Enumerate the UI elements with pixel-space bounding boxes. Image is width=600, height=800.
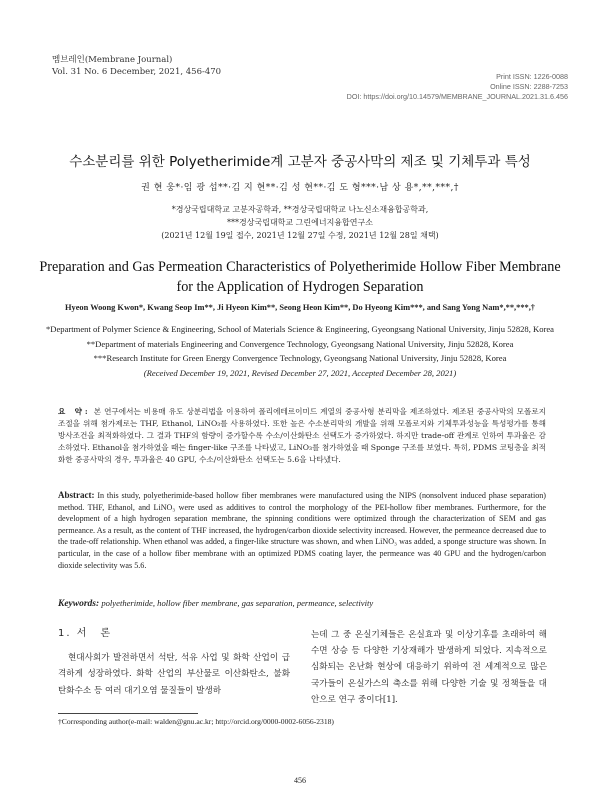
print-issn: Print ISSN: 1226-0088	[496, 72, 568, 81]
english-abstract-label: Abstract:	[58, 490, 95, 500]
english-affil-3: ***Research Institute for Green Energy Convergence Technology, Gyeongsang National University, Jinju 52828, Korea	[93, 353, 507, 364]
page-number: 456	[294, 776, 306, 785]
issn-block	[347, 72, 568, 102]
english-affiliations	[40, 322, 560, 380]
body-right-column	[311, 627, 547, 708]
journal-name: 멤브레인(Membrane Journal)	[52, 55, 173, 65]
online-issn: Online ISSN: 2288-7253	[490, 82, 568, 91]
english-abstract-text: In this study, polyetherimide-based hollow fiber membranes were manufactured using the NIPS (nonsolvent induced phase separation) method. THF, Ethanol, and LiNO₃ were used as additives to control the morphology of the PEI-hollow fiber membranes. Furthermore, for the development of a high hydrogen separation membrane, the spinning conditions were optimized through the characterization of SEM and gas permeance. As a result, as the content of THF increased, the hydrogen/carbon dioxide selectivity increased. However, the permeance decreased due to the trade-off relationship. When ethanol was added, a finger-like structure was shown, and when LiNO₃ was added, a sponge structure was shown. In particular, in the case of a hollow fiber membrane with an optimized PDMS coating layer, the permeance was 40 GPU and the hydrogen/carbon dioxide selectivity was 5.6.	[58, 491, 546, 570]
body-left-column	[58, 626, 290, 699]
journal-volume: Vol. 31 No. 6 December, 2021, 456-470	[52, 67, 222, 77]
english-abstract	[58, 490, 546, 571]
left-paragraph: 현대사회가 발전하면서 석탄, 석유 사업 및 화학 산업이 급격하게 성장하였다. 화학 산업의 부산물로 이산화탄소, 불화 탄화수소 등 여러 대기오염 물질들이 발생하	[58, 653, 290, 696]
english-affil-1: *Department of Polymer Science & Engineering, School of Materials Science & Engineering, Gyeongsang National University, Jinju 52828, Korea	[45, 324, 555, 334]
keywords	[58, 598, 546, 609]
korean-title: 수소분리를 위한 Polyetherimide계 고분자 중공사막의 제조 및 기체투과 특성	[69, 154, 531, 170]
section-heading-introduction: 1. 서 론	[58, 628, 113, 639]
english-authors: Hyeon Woong Kwon*, Kwang Seop Im**, Ji Hyeon Kim**, Seong Heon Kim**, Do Hyeong Kim***, and Sang Yong Nam*,**,***,†	[65, 303, 535, 312]
korean-abstract-text: 본 연구에서는 비용매 유도 상분리법을 이용하여 폴리에테르이미드 계열의 중공사형 분리막을 제조하였다. 제조된 중공사막의 모폴로지 조절을 위해 첨가제로는 THF, Ethanol, LiNO₃를 사용하였다. 또한 높은 수소분리막의 개발을 위해 모폴로지와 기체투과성능을 특성평가를 통해 방사조건을 최적화하였다. 그 결과 THF의 함량이 증가할수록 수소/이산화탄소 선택도가 증가하였다. 하지만 trade-off 관계로 인하여 투과율은 감소하였다. Ethanol을 첨가하였을 때는 finger-like 구조를 나타냈고, LiNO₃를 첨가하였을 때 Sponge 구조를 보였다. 특히, PDMS 코팅층을 최적화한 중공사막의 경우, 투과율은 40 GPU, 수소/이산화탄소 선택도는 5.6을 나타냈다.	[58, 407, 546, 464]
korean-abstract-label: 요 약:	[58, 407, 91, 416]
english-affil-2: **Department of materials Engineering and Convergence Technology, Gyeongsang National University, Jinju 52828, Korea	[86, 338, 514, 349]
korean-authors: 권 현 웅*·임 광 섭**·김 지 현**·김 성 현**·김 도 형***·남 상 용*,**,***,†	[141, 183, 459, 193]
korean-affil-line1: *경상국립대학교 고분자공학과, **경상국립대학교 나노신소재융합공학과,	[171, 205, 429, 214]
korean-affil-line2: ***경상국립대학교 그린에너지융합연구소	[227, 218, 373, 227]
journal-header	[52, 54, 221, 78]
right-paragraph: 는데 그 중 온실기체들은 온실효과 및 이상기후를 초래하여 해수면 상승 등 다양한 기상재해가 발생하게 되었다. 지속적으로 심화되는 온난화 현상에 대응하기 위하여 전 세계적으로 많은 국가들이 온실가스의 축소를 위해 다양한 기술 및 정책들을 대안으로 연구 중이다[1].	[311, 630, 547, 705]
english-title-line1: Preparation and Gas Permeation Characteristics of Polyetherimide Hollow Fiber Membrane	[39, 259, 561, 275]
english-title	[0, 257, 600, 297]
korean-received: (2021년 12월 19일 접수, 2021년 12월 27일 수정, 2021년 12월 28일 채택)	[161, 231, 439, 240]
english-title-line2: for the Application of Hydrogen Separation	[176, 279, 424, 295]
korean-abstract	[58, 406, 546, 466]
keywords-text: polyetherimide, hollow fiber membrane, gas separation, permeance, selectivity	[101, 598, 374, 608]
keywords-label: Keywords:	[58, 599, 100, 609]
footnote-divider	[58, 713, 198, 714]
english-received: (Received December 19, 2021, Revised December 27, 2021, Accepted December 28, 2021)	[143, 367, 457, 378]
corresponding-author-footnote: †Corresponding author(e-mail: walden@gnu.ac.kr; http://orcid.org/0000-0002-6056-2318)	[58, 717, 334, 726]
korean-affiliations	[0, 203, 600, 242]
doi-link[interactable]: DOI: https://doi.org/10.14579/MEMBRANE_JOURNAL.2021.31.6.456	[346, 92, 568, 101]
